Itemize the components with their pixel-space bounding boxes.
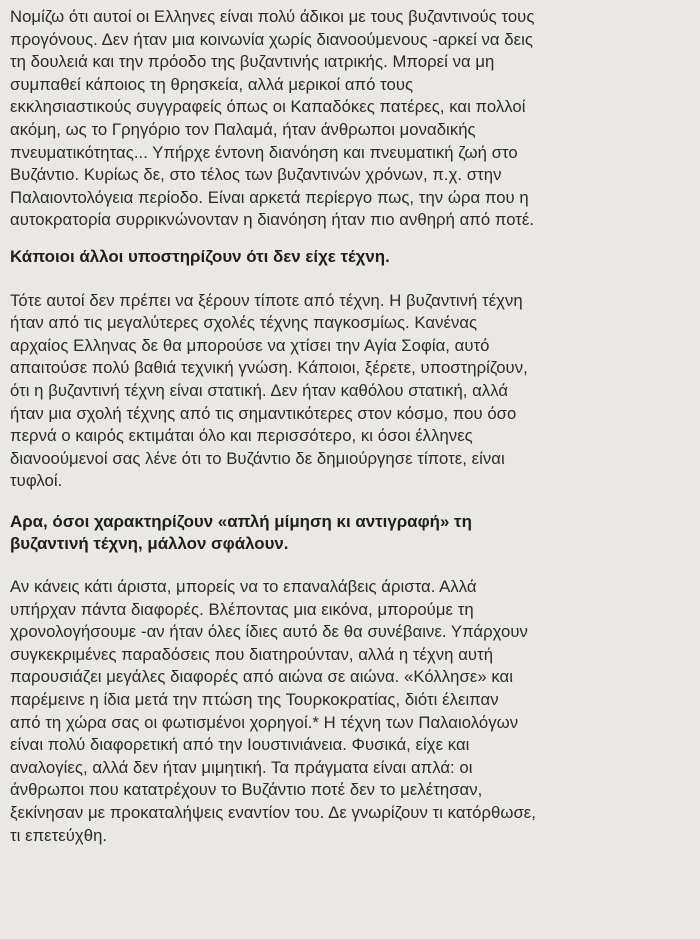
text-line: ότι η βυζαντινή τέχνη είναι στατική. Δεν ήταν καθόλου στατική, αλλά bbox=[10, 380, 509, 400]
text-line: Αν κάνεις κάτι άριστα, μπορείς να το επαναλάβεις άριστα. Αλλά bbox=[10, 577, 477, 597]
text-line: παρέμεινε η ίδια μετά την πτώση της Τουρκοκρατίας, διότι έλειπαν bbox=[10, 690, 499, 710]
text-line: αρχαίος Ελληνας δε θα μπορούσε να χτίσει την Αγία Σοφία, αυτό bbox=[10, 335, 490, 355]
text-line: είναι πολύ διαφορετική από την Ιουστινιάνεια. Φυσικά, είχε και bbox=[10, 735, 470, 755]
text-line: πνευματικότητας... Υπήρχε έντονη διανόηση και πνευματική ζωή στο bbox=[10, 142, 518, 162]
text-line: Παλαιοντολόγεια περίοδο. Είναι αρκετά περίεργο πως, την ώρα που η bbox=[10, 187, 529, 207]
heading-line: βυζαντινή τέχνη, μάλλον σφάλουν. bbox=[10, 534, 289, 554]
text-line: τι επετεύχθη. bbox=[10, 825, 108, 845]
text-line: αναλογίες, αλλά δεν ήταν μιμητική. Τα πράγματα είναι απλά: οι bbox=[10, 757, 473, 777]
text-line: παρουσιάζει μεγάλες διαφορές από αιώνα σε αιώνα. «Κόλλησε» και bbox=[10, 667, 513, 687]
text-line: προγόνους. Δεν ήταν μια κοινωνία χωρίς διανοούμενους -αρκεί να δεις bbox=[10, 29, 533, 49]
text-line: τη δουλειά και την πρόοδο της βυζαντινής ιατρικής. Μπορεί να μη bbox=[10, 52, 495, 72]
text-line: άνθρωποι που κατατρέχουν το Βυζάντιο ποτέ δεν το μελέτησαν, bbox=[10, 780, 483, 800]
text-line: εκκλησιαστικούς συγγραφείς όπως οι Καπαδόκες πατέρες, και πολλοί bbox=[10, 97, 526, 117]
paragraph-1 bbox=[10, 6, 692, 232]
text-line: Τότε αυτοί δεν πρέπει να ξέρουν τίποτε από τέχνη. Η βυζαντινή τέχνη bbox=[10, 290, 523, 310]
text-line: περνά ο καιρός εκτιμάται όλο και περισσότερο, κι όσοι έλληνες bbox=[10, 426, 473, 446]
text-line: Βυζάντιο. Κυρίως δε, στο τέλος των βυζαντινών χρόνων, π.χ. στην bbox=[10, 165, 502, 185]
text-line: από τη χώρα σας οι φωτισμένοι χορηγοί.* Η τέχνη των Παλαιολόγων bbox=[10, 712, 519, 732]
heading-line: Αρα, όσοι χαρακτηρίζουν «απλή μίμηση κι αντιγραφή» τη bbox=[10, 511, 472, 531]
text-line: αυτοκρατορία συρρικνώνονταν η διανόηση ήταν πιο ανθηρή από ποτέ. bbox=[10, 210, 535, 230]
paragraph-3 bbox=[10, 576, 692, 847]
text-line: συγκεκριμένες παραδόσεις που διατηρούνταν, αλλά η τέχνη αυτή bbox=[10, 644, 494, 664]
text-line: υπήρχαν πάντα διαφορές. Βλέποντας μια εικόνα, μπορούμε τη bbox=[10, 599, 474, 619]
section-heading-1 bbox=[10, 246, 692, 269]
text-line: Νομίζω ότι αυτοί οι Ελληνες είναι πολύ άδικοι με τους βυζαντινούς τους bbox=[10, 7, 535, 26]
text-line: συμπαθεί κάποιος τη θρησκεία, αλλά μερικοί από τους bbox=[10, 74, 414, 94]
text-line: απαιτούσε πολύ βαθιά τεχνική γνώση. Κάποιοι, ξέρετε, υποστηρίζουν, bbox=[10, 358, 528, 378]
text-line: ήταν από τις μεγαλύτερες σχολές τέχνης παγκοσμίως. Κανένας bbox=[10, 313, 478, 333]
section-heading-2 bbox=[10, 511, 692, 556]
text-line: χρονολογήσουμε -αν ήταν όλες ίδιες αυτό δε θα συνέβαινε. Υπάρχουν bbox=[10, 622, 528, 642]
heading-line: Κάποιοι άλλοι υποστηρίζουν ότι δεν είχε τέχνη. bbox=[10, 246, 390, 266]
text-line: τυφλοί. bbox=[10, 471, 63, 491]
paragraph-2 bbox=[10, 290, 692, 493]
text-line: διανοούμενοί σας λένε ότι το Βυζάντιο δε δημιούργησε τίποτε, είναι bbox=[10, 448, 505, 468]
text-line: ακόμη, ως το Γρηγόριο τον Παλαμά, ήταν άνθρωποι μοναδικής bbox=[10, 119, 476, 139]
text-line: ξεκίνησαν με προκαταλήψεις εναντίον του. Δε γνωρίζουν τι κατόρθωσε, bbox=[10, 803, 536, 822]
text-line: ήταν μια σχολή τέχνης από τις σημαντικότερες στον κόσμο, που όσο bbox=[10, 403, 517, 423]
